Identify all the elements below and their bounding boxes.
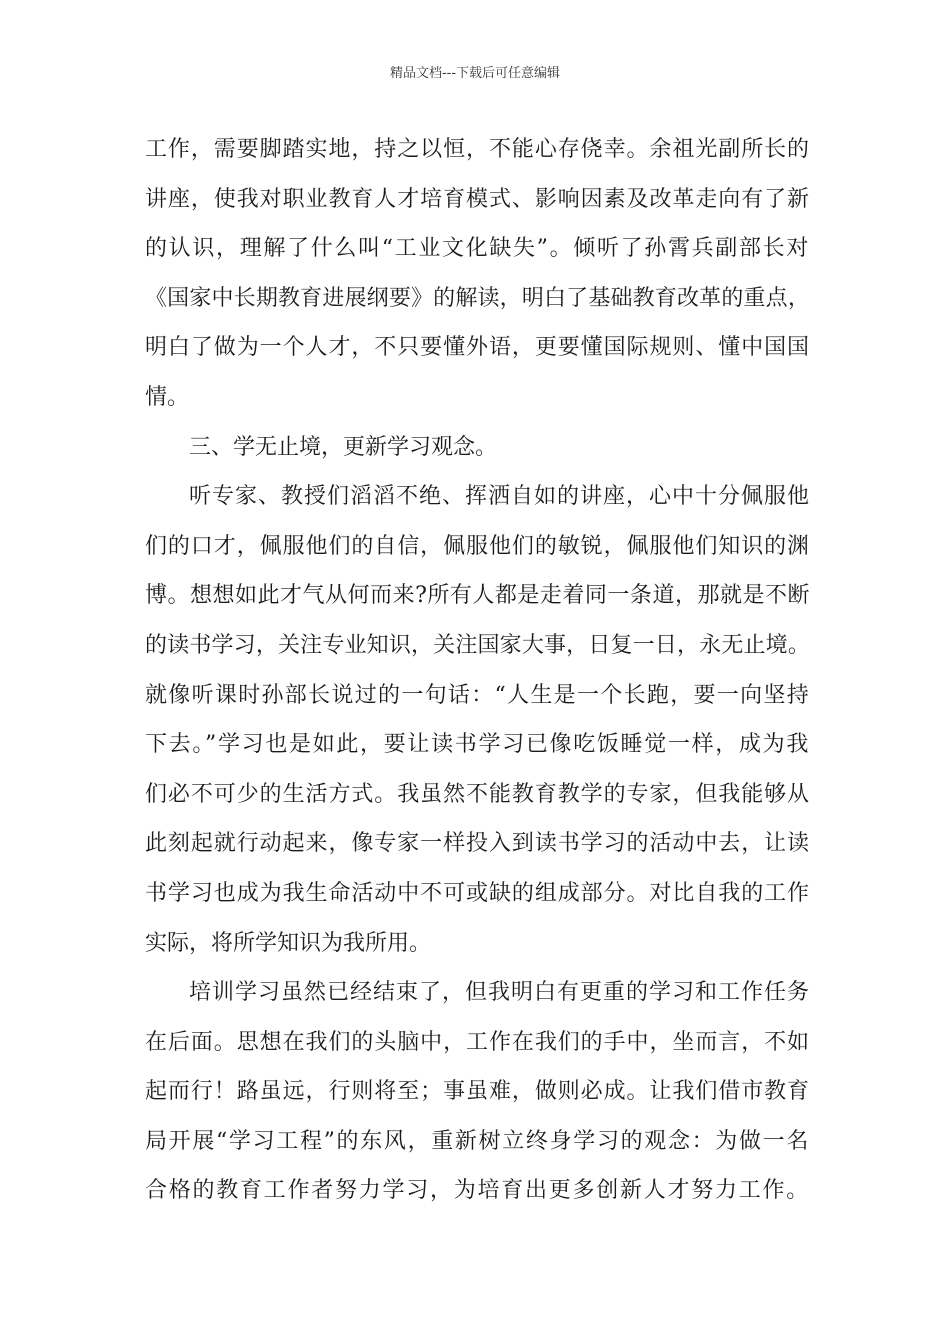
- text-line: 实际，将所学知识为我所用。: [145, 930, 432, 956]
- text-line: 合格的教育工作者努力学习，为培育出更多创新人才努力工作。: [145, 1178, 810, 1204]
- text-line: 三、学无止境，更新学习观念。: [189, 434, 498, 460]
- text-line: 听专家、教授们滔滔不绝、挥洒自如的讲座，心中十分佩服他: [189, 484, 810, 510]
- text-line: 们的口才，佩服他们的自信，佩服他们的敏锐，佩服他们知识的渊: [145, 533, 810, 559]
- text-line: 在后面。思想在我们的头脑中，工作在我们的手中，坐而言，不如: [145, 1029, 810, 1055]
- text-line: 讲座，使我对职业教育人才培育模式、影响因素及改革走向有了新: [145, 186, 810, 212]
- text-line: 局开展“学习工程”的东风，重新树立终身学习的观念：为做一名: [145, 1128, 810, 1154]
- text-line: 们必不可少的生活方式。我虽然不能教育教学的专家，但我能够从: [145, 781, 810, 807]
- text-line: 书学习也成为我生命活动中不可或缺的组成部分。对比自我的工作: [145, 880, 810, 906]
- text-line: 明白了做为一个人才，不只要懂外语，更要懂国际规则、懂中国国: [145, 335, 810, 361]
- text-line: 培训学习虽然已经结束了，但我明白有更重的学习和工作任务: [189, 980, 810, 1006]
- text-line: 此刻起就行动起来，像专家一样投入到读书学习的活动中去，让读: [145, 831, 810, 857]
- text-line: 的认识，理解了什么叫“工业文化缺失”。倾听了孙霄兵副部长对: [145, 236, 810, 262]
- text-line: 情。: [145, 384, 190, 410]
- page-header: 精品文档---下载后可任意编辑: [389, 66, 561, 81]
- text-line: 下去。”学习也是如此，要让读书学习已像吃饭睡觉一样，成为我: [145, 732, 810, 758]
- body-text: [145, 125, 810, 1216]
- text-line: 就像听课时孙部长说过的一句话：“人生是一个长跑，要一向坚持: [145, 682, 810, 708]
- text-line: 《国家中长期教育进展纲要》的解读，明白了基础教育改革的重点，: [145, 285, 810, 311]
- text-line: 博。想想如此才气从何而来?所有人都是走着同一条道，那就是不断: [145, 583, 810, 609]
- text-line: 工作，需要脚踏实地，持之以恒，不能心存侥幸。余祖光副所长的: [145, 137, 810, 162]
- text-line: 起而行！路虽远，行则将至；事虽难，做则必成。让我们借市教育: [145, 1079, 810, 1105]
- text-line: 的读书学习，关注专业知识，关注国家大事，日复一日，永无止境。: [145, 632, 810, 658]
